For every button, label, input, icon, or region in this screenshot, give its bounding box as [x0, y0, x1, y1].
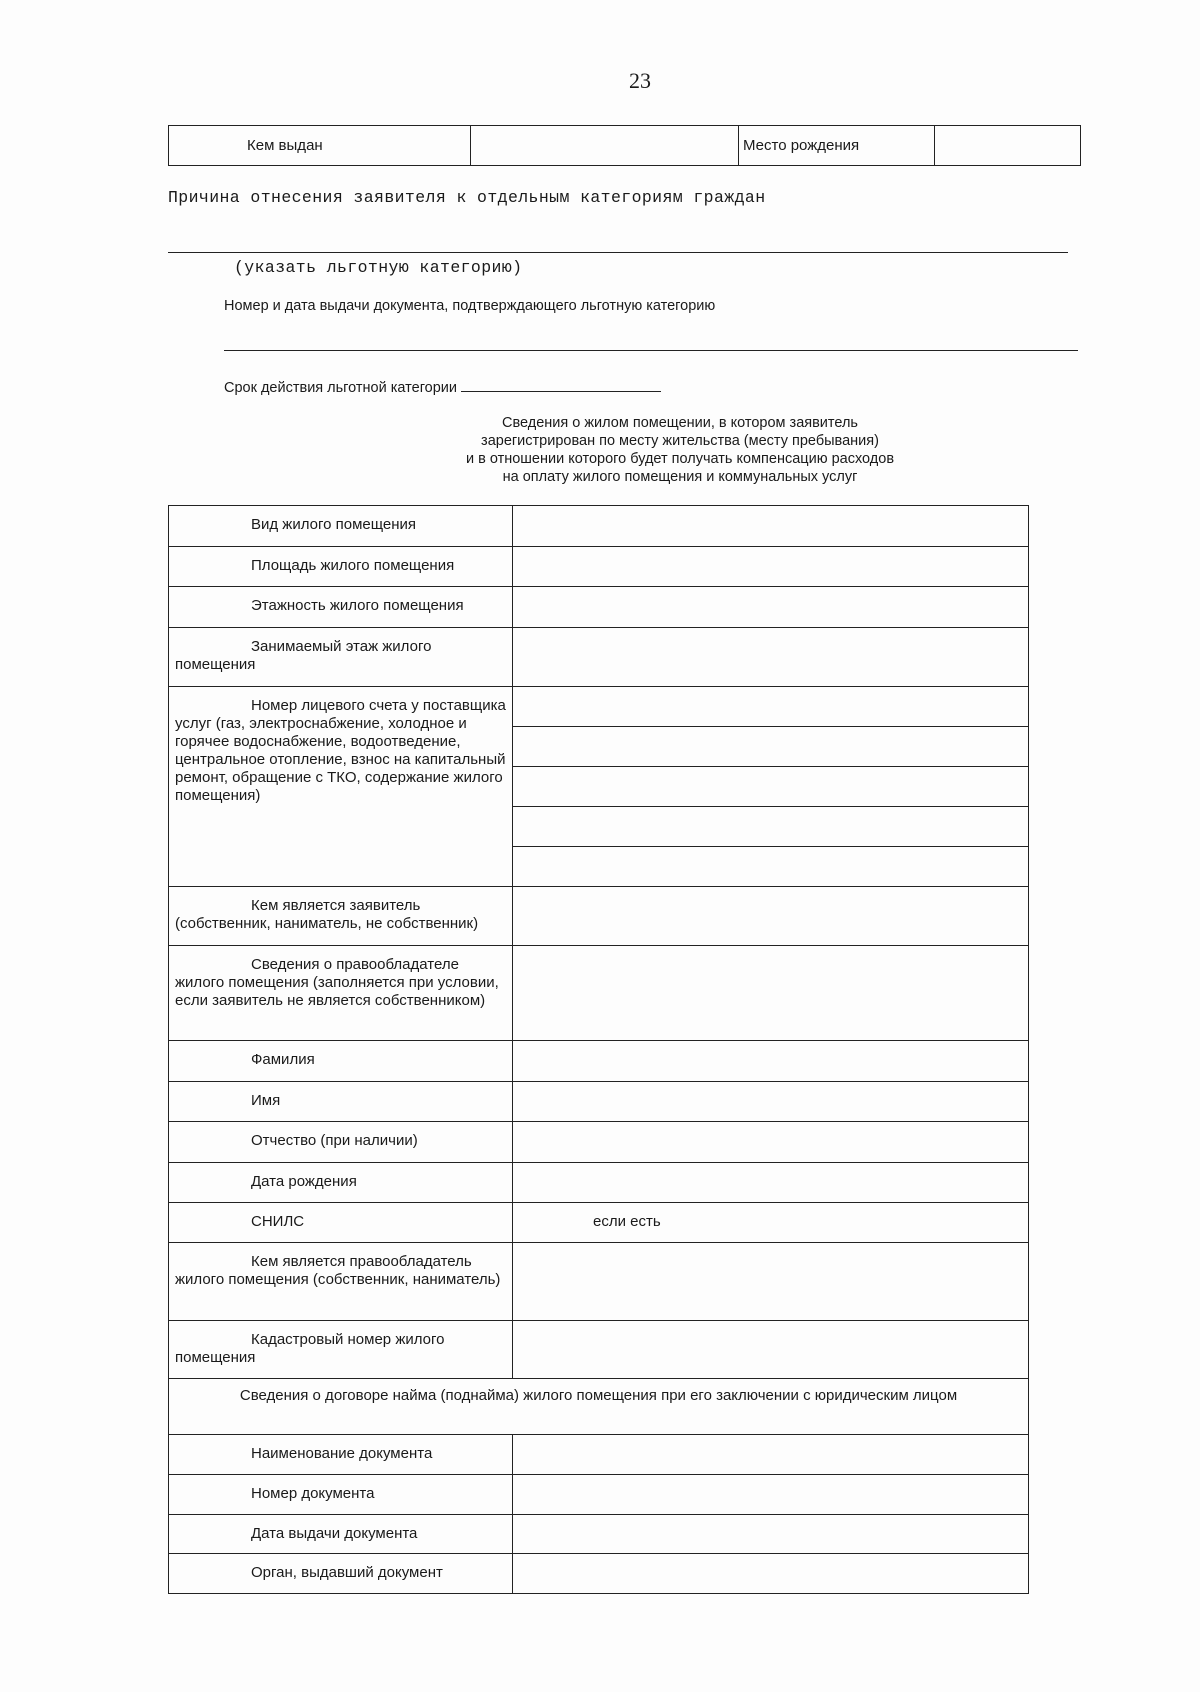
issued-by-table [168, 125, 1081, 166]
owner-info-field[interactable] [513, 946, 1029, 1041]
heading-line: на оплату жилого помещения и коммунальных услуг [502, 469, 858, 485]
snils-note: если есть [593, 1213, 661, 1230]
row-label: Сведения о правообладателе жилого помещения (заполняется при условии, если заявитель не является собственником) [169, 946, 513, 1041]
row-label: Кем является заявитель (собственник, наниматель, не собственник) [169, 887, 513, 946]
page-number: 23 [629, 68, 651, 93]
account-fields [513, 687, 1029, 887]
row-label: Наименование документа [169, 1435, 513, 1475]
account-field[interactable] [513, 807, 1028, 847]
validity-field-line[interactable] [461, 377, 661, 392]
heading-line: Сведения о жилом помещении, в котором заявитель [502, 415, 858, 431]
validity-row [224, 377, 661, 396]
doc-date-field[interactable] [513, 1515, 1029, 1554]
account-field[interactable] [513, 727, 1028, 767]
row-label: Кадастровый номер жилого помещения [169, 1321, 513, 1379]
row-label: Номер документа [169, 1475, 513, 1515]
contract-section-heading: Сведения о договоре найма (поднайма) жилого помещения при его заключении с юридическим лицом [169, 1379, 1029, 1435]
row-label: Занимаемый этаж жилого помещения [169, 628, 513, 687]
account-field[interactable] [513, 687, 1028, 727]
heading-line: и в отношении которого будет получать компенсацию расходов [465, 451, 895, 467]
reason-text: Причина отнесения заявителя к отдельным категориям граждан [168, 188, 766, 207]
account-field[interactable] [513, 767, 1028, 807]
benefit-doc-field-line[interactable] [224, 350, 1078, 351]
row-label: Номер лицевого счета у поставщика услуг (газ, электроснабжение, холодное и горячее водоснабжение, водоотведение, центральное отопление, взнос на капитальный ремонт, обращение с ТКО, содержание жилого помещения) [169, 687, 513, 887]
row-label: Дата выдачи документа [169, 1515, 513, 1554]
reason-field-line[interactable] [168, 252, 1068, 253]
snils-field[interactable] [513, 1203, 1029, 1243]
benefit-doc-label: Номер и дата выдачи документа, подтверждающего льготную категорию [224, 298, 716, 314]
birthplace-label: Место рождения [739, 126, 935, 166]
housing-section-heading [420, 414, 940, 486]
row-label: Орган, выдавший документ [169, 1554, 513, 1594]
row-label: Кем является правообладатель жилого помещения (собственник, наниматель) [169, 1243, 513, 1321]
name-field[interactable] [513, 1082, 1029, 1122]
row-label: Фамилия [169, 1041, 513, 1082]
doc-number-field[interactable] [513, 1475, 1029, 1515]
role-field[interactable] [513, 887, 1029, 946]
cadastral-field[interactable] [513, 1321, 1029, 1379]
row-label: Вид жилого помещения [169, 506, 513, 547]
birthdate-field[interactable] [513, 1163, 1029, 1203]
row-label: Площадь жилого помещения [169, 547, 513, 587]
birthplace-field[interactable] [935, 126, 1081, 166]
issued-by-field[interactable] [471, 126, 739, 166]
surname-field[interactable] [513, 1041, 1029, 1082]
type-field[interactable] [513, 506, 1029, 547]
validity-label: Срок действия льготной категории [224, 380, 457, 396]
row-label: Этажность жилого помещения [169, 587, 513, 628]
row-label: СНИЛС [169, 1203, 513, 1243]
area-field[interactable] [513, 547, 1029, 587]
reason-hint: (указать льготную категорию) [234, 258, 523, 277]
row-label: Отчество (при наличии) [169, 1122, 513, 1163]
heading-line: зарегистрирован по месту жительства (месту пребывания) [481, 433, 879, 449]
doc-name-field[interactable] [513, 1435, 1029, 1475]
patronymic-field[interactable] [513, 1122, 1029, 1163]
floor-field[interactable] [513, 628, 1029, 687]
owner-role-field[interactable] [513, 1243, 1029, 1321]
row-label: Имя [169, 1082, 513, 1122]
floors-field[interactable] [513, 587, 1029, 628]
housing-table [168, 505, 1029, 1594]
account-field[interactable] [513, 847, 1028, 885]
issued-by-label: Кем выдан [169, 126, 471, 166]
doc-issuer-field[interactable] [513, 1554, 1029, 1594]
row-label: Дата рождения [169, 1163, 513, 1203]
